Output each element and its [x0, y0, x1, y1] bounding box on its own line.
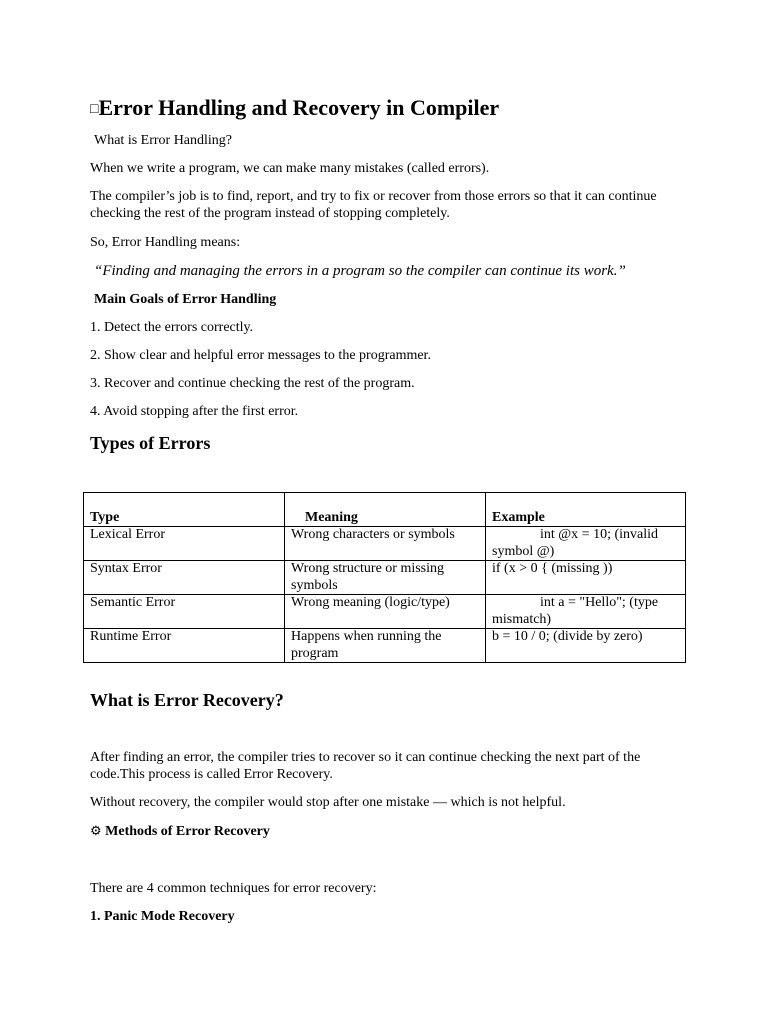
column-header-example: Example: [486, 493, 686, 527]
methods-heading: [90, 823, 270, 840]
table-row: [84, 527, 686, 561]
column-header-type: Type: [84, 493, 285, 527]
panic-mode-heading: 1. Panic Mode Recovery: [90, 909, 235, 924]
missing-glyph-icon: □: [90, 102, 99, 117]
cell-example: [486, 595, 686, 629]
cell-example: if (x > 0 { (missing )): [486, 561, 686, 595]
paragraph-techniques: There are 4 common techniques for error recovery:: [90, 881, 377, 896]
cell-type: Semantic Error: [84, 595, 285, 629]
goal-item: 4. Avoid stopping after the first error.: [90, 404, 299, 419]
paragraph-recovery-definition: After finding an error, the compiler tries to recover so it can continue checking the next part of the code.This process is called Error Recovery.: [90, 750, 641, 782]
paragraph-compiler-job: The compiler’s job is to find, report, and try to fix or recover from those errors so that it can continue checking the rest of the program instead of stopping completely.: [90, 189, 657, 221]
cell-example: b = 10 / 0; (divide by zero): [486, 629, 686, 663]
document-title: [90, 95, 499, 123]
cell-meaning: Happens when running the program: [285, 629, 486, 663]
table-row: [84, 595, 686, 629]
types-heading: Types of Errors: [90, 433, 211, 453]
column-header-meaning: Meaning: [285, 493, 486, 527]
gear-icon: ⚙: [90, 824, 102, 839]
recovery-heading: What is Error Recovery?: [90, 690, 284, 710]
paragraph-errors: When we write a program, we can make many mistakes (called errors).: [90, 161, 490, 176]
goals-heading: Main Goals of Error Handling: [94, 292, 277, 307]
goal-item: 2. Show clear and helpful error messages to the programmer.: [90, 348, 431, 363]
methods-heading-text: Methods of Error Recovery: [105, 824, 270, 839]
paragraph-without-recovery: Without recovery, the compiler would stop after one mistake — which is not helpful.: [90, 795, 566, 810]
cell-example: [486, 527, 686, 561]
table-row: [84, 629, 686, 663]
paragraph-definition-lead: So, Error Handling means:: [90, 235, 241, 250]
example-text: int @x = 10; (invalid symbol @): [492, 527, 659, 559]
table-header-row: [84, 493, 686, 527]
definition-quote: “Finding and managing the errors in a program so the compiler can continue its work.”: [94, 263, 626, 279]
example-text: int a = "Hello"; (type mismatch): [492, 595, 659, 627]
goal-item: 1. Detect the errors correctly.: [90, 320, 254, 335]
error-types-table: [83, 492, 686, 663]
cell-meaning: Wrong meaning (logic/type): [285, 595, 486, 629]
cell-type: Syntax Error: [84, 561, 285, 595]
document-title-text: Error Handling and Recovery in Compiler: [98, 95, 500, 120]
table-row: [84, 561, 686, 595]
cell-meaning: Wrong characters or symbols: [285, 527, 486, 561]
cell-type: Lexical Error: [84, 527, 285, 561]
cell-meaning: Wrong structure or missing symbols: [285, 561, 486, 595]
cell-type: Runtime Error: [84, 629, 285, 663]
intro-heading: What is Error Handling?: [94, 133, 233, 148]
goal-item: 3. Recover and continue checking the rest of the program.: [90, 376, 415, 391]
